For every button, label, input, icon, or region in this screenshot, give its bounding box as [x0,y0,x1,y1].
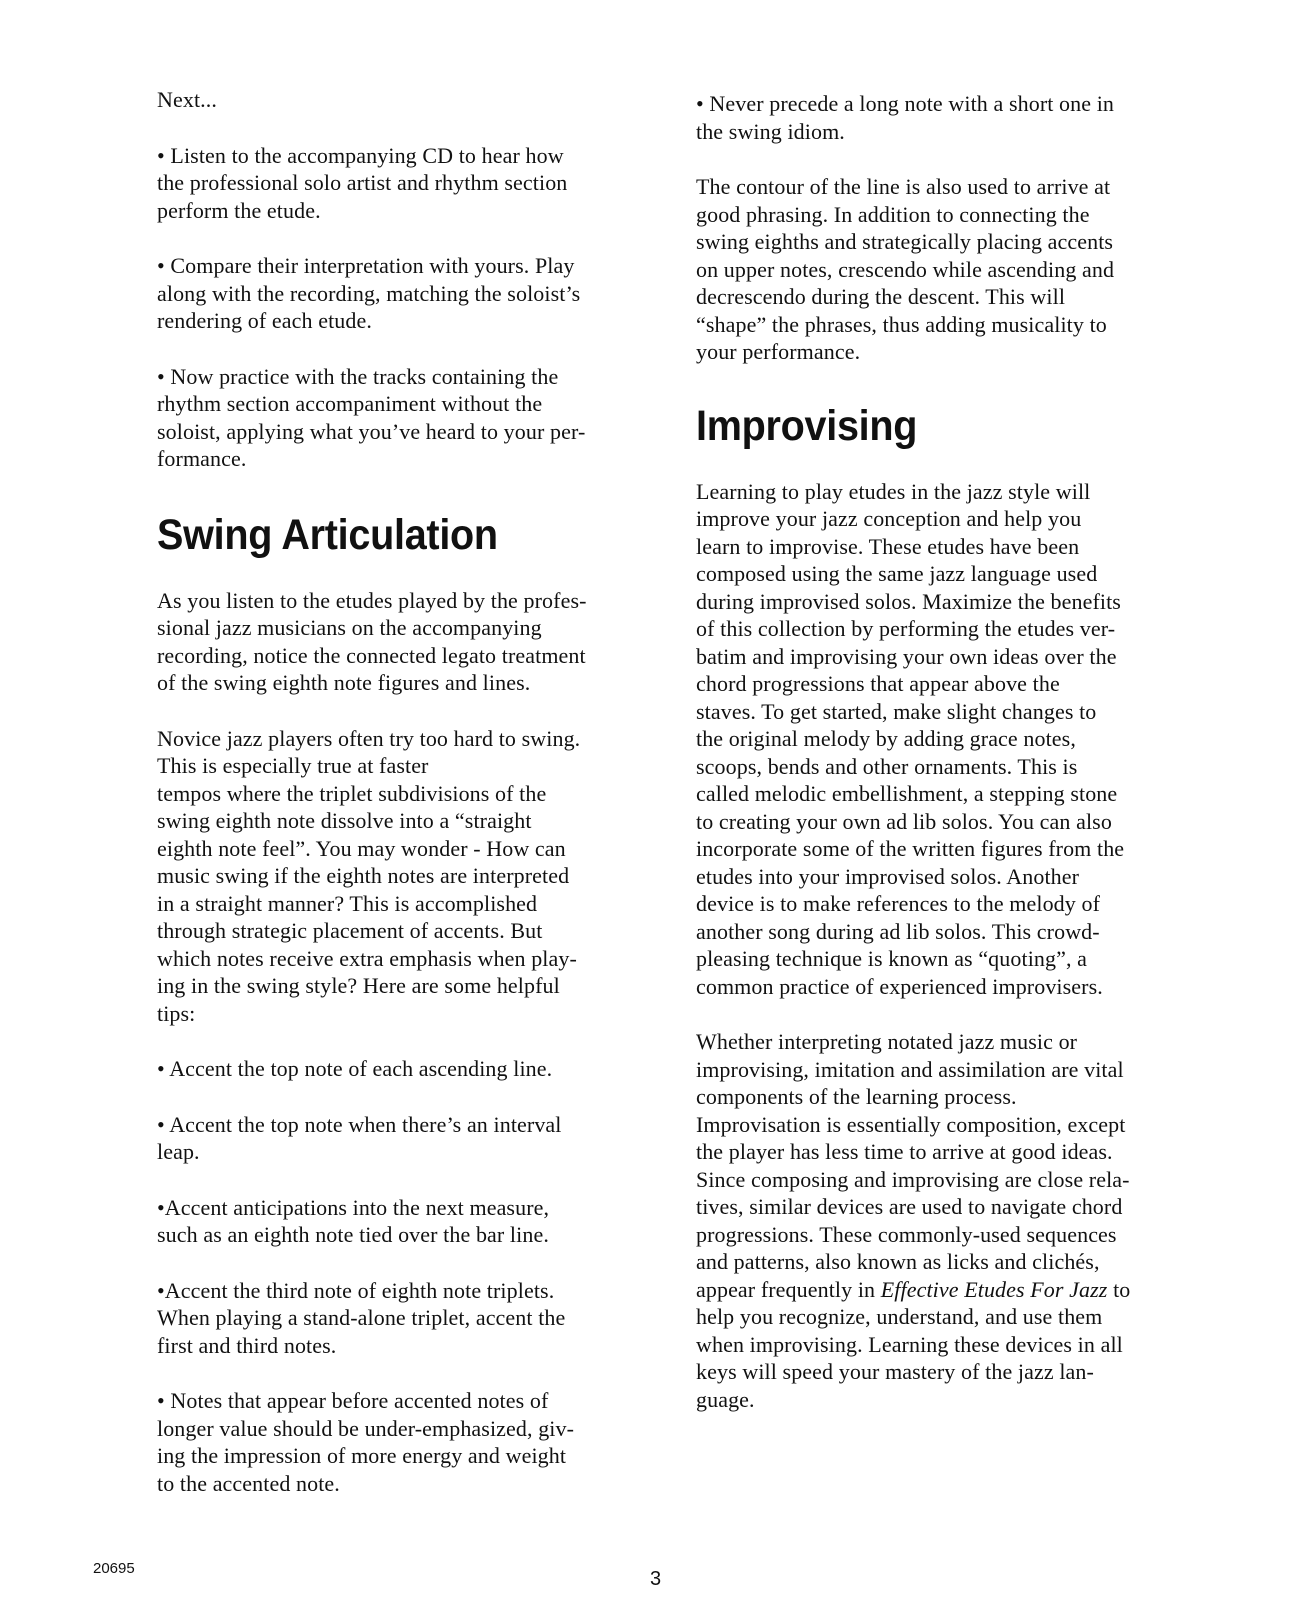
paragraph-imitation-assimilation: Whether interpreting notated jazz music or improvising, imitation and assimilation are vital components of the learning process. Improvisation is essentially composition, except the player has less time to arrive at good ideas. Since composing and improvising are close rela- tives, similar devices are used to navigate chord progressions. These commonly-used sequences and patterns, also known as licks and clichés, appear frequently in Effective Etudes For Jazz to help you recognize, understand, and use them when improvising. Learning these devices in all keys will speed your mastery of the jazz lan- guage. [696,1028,1166,1413]
paragraph-learning-etudes: Learning to play etudes in the jazz style will improve your jazz conception and help you learn to improvise. These etudes have been composed using the same jazz language used during improvised solos. Maximize the benefits of this collection by performing the etudes ver- batim and improvising your own ideas over the chord progressions that appear above the staves. To get started, make slight changes to the original melody by adding grace notes, scoops, bends and other ornaments. This is called melodic embellishment, a stepping stone to creating your own ad lib solos. You can also incorporate some of the written figures from the etudes into your improvised solos. Another device is to make references to the melody of another song during ad lib solos. This crowd- pleasing technique is known as “quoting”, a common practice of experienced improvisers. [696,478,1125,999]
left-column [157,86,627,1525]
catalog-number: 20695 [93,1560,135,1577]
paragraph-contour: The contour of the line is also used to arrive at good phrasing. In addition to connecting the swing eighths and strategically placing accents on upper notes, crescendo while ascending and decrescendo during the descent. This will “shape” the phrases, thus adding musicality to your performance. [696,174,1115,364]
tip-never-precede: • Never precede a long note with a short one in the swing idiom. [696,91,1115,144]
next-bullet-listen: • Listen to the accompanying CD to hear how the professional solo artist and rhythm section perform the etude. [157,142,568,223]
intro-text: Next... [157,87,217,112]
paragraph-listen-etudes: As you listen to the etudes played by the profes- sional jazz musicians on the accompanying recording, notice the connected legato treatment of the swing eighth note figures and lines. [157,587,587,695]
next-bullet-compare: • Compare their interpretation with yours. Play along with the recording, matching the soloist’s rendering of each etude. [157,253,581,333]
tip-interval-leap: • Accent the top note when there’s an interval leap. [157,1111,562,1164]
line-with-book-title: appear frequently in Effective Etudes For Jazz to [696,1276,1131,1302]
page-number: 3 [650,1568,662,1590]
right-column [696,90,1166,1441]
heading-improvising: Improvising [696,401,918,450]
tip-under-emphasize: • Notes that appear before accented notes of longer value should be under-emphasized, giv- ing the impression of more energy and weight to the accented note. [157,1388,575,1496]
tip-anticipations: •Accent anticipations into the next measure, such as an eighth note tied over the bar line. [157,1194,550,1247]
heading-swing-articulation: Swing Articulation [157,510,498,559]
next-bullet-practice: • Now practice with the tracks containing the rhythm section accompaniment without the soloist, applying what you’ve heard to your per- formance. [157,363,586,471]
book-title: Effective Etudes For Jazz [880,1276,1108,1302]
tip-ascending-line: • Accent the top note of each ascending line. [157,1056,553,1081]
tip-triplets: •Accent the third note of eighth note triplets. When playing a stand-alone triplet, accent the first and third notes. [157,1277,566,1358]
paragraph-novice-players: Novice jazz players often try too hard to swing. This is especially true at faster tempos where the triplet subdivisions of the swing eighth note dissolve into a “straight eighth note feel”. You may wonder - How can music swing if the eighth notes are interpreted in a straight manner? This is accomplished through strategic placement of accents. But which notes receive extra emphasis when play- ing in the swing style? Here are some helpful tips: [157,725,581,1026]
